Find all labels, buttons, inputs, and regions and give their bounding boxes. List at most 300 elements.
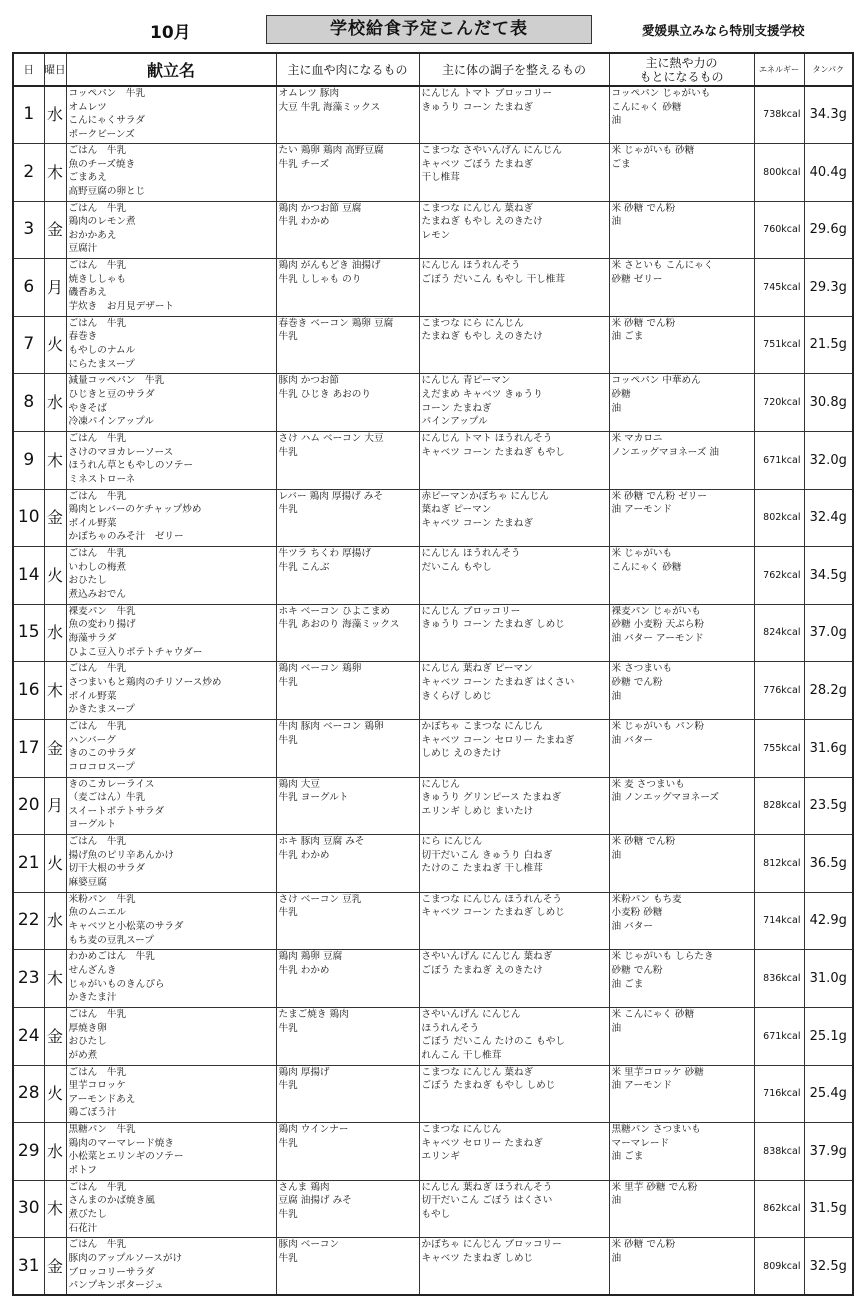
day-cell: 20 bbox=[13, 777, 44, 835]
menu-cell bbox=[66, 1180, 276, 1238]
menu-item: ボイル野菜 bbox=[68, 517, 117, 529]
page-title: 学校給食予定こんだて表 bbox=[266, 15, 592, 44]
food-item: コーン たまねぎ bbox=[421, 402, 492, 414]
energy-cell: 671kcal bbox=[754, 432, 804, 490]
protein-cell: 31.5g bbox=[804, 1180, 853, 1238]
table-header-row bbox=[13, 53, 853, 86]
food-item: こまつな にんじん 葉ねぎ bbox=[421, 1066, 534, 1078]
menu-item: 鶏肉とレバーのケチャップ炒め bbox=[68, 504, 202, 516]
protein-cell: 23.5g bbox=[804, 777, 853, 835]
red-food-cell bbox=[276, 720, 419, 778]
weekday-cell: 月 bbox=[44, 259, 66, 317]
yellow-food-cell bbox=[609, 547, 754, 605]
food-item: 米粉パン もち麦 bbox=[611, 893, 682, 905]
menu-item: ひじきと豆のサラダ bbox=[68, 389, 155, 401]
food-item: 油 アーモンド bbox=[611, 1080, 672, 1092]
green-food-cell bbox=[419, 489, 609, 547]
menu-item: ごはん 牛乳 bbox=[68, 548, 127, 560]
food-item: 鶏肉 かつお節 豆腐 bbox=[278, 202, 362, 214]
food-item: 米 砂糖 でん粉 ゼリー bbox=[611, 490, 707, 502]
food-item: さんま 鶏肉 bbox=[278, 1181, 330, 1193]
menu-item: 冷凍パインアップル bbox=[68, 416, 154, 428]
protein-cell: 37.0g bbox=[804, 604, 853, 662]
table-row bbox=[13, 201, 853, 259]
menu-cell bbox=[66, 892, 276, 950]
menu-cell bbox=[66, 432, 276, 490]
energy-cell: 760kcal bbox=[754, 201, 804, 259]
day-cell: 28 bbox=[13, 1065, 44, 1123]
food-item: きくらげ しめじ bbox=[421, 690, 492, 702]
red-food-cell bbox=[276, 892, 419, 950]
food-item: 切干だいこん きゅうり 白ねぎ bbox=[421, 849, 553, 861]
energy-cell: 776kcal bbox=[754, 662, 804, 720]
menu-cell bbox=[66, 1238, 276, 1296]
red-food-cell bbox=[276, 201, 419, 259]
menu-item: 鶏肉のレモン煮 bbox=[68, 216, 136, 228]
food-item: 米 里芋 砂糖 でん粉 bbox=[611, 1181, 698, 1193]
protein-cell: 25.1g bbox=[804, 1008, 853, 1066]
page-header bbox=[0, 0, 868, 52]
food-item: 牛乳 bbox=[278, 677, 298, 689]
green-food-cell bbox=[419, 1123, 609, 1181]
yellow-food-cell bbox=[609, 1238, 754, 1296]
menu-item: いわしの梅煮 bbox=[68, 561, 127, 573]
food-item: ホキ 豚肉 豆腐 みそ bbox=[278, 836, 365, 848]
day-cell: 16 bbox=[13, 662, 44, 720]
protein-cell: 34.5g bbox=[804, 547, 853, 605]
protein-cell: 21.5g bbox=[804, 316, 853, 374]
menu-item: 魚の変わり揚げ bbox=[68, 619, 136, 631]
day-cell: 3 bbox=[13, 201, 44, 259]
menu-item: ごはん 牛乳 bbox=[68, 260, 127, 272]
food-item: 牛乳 bbox=[278, 331, 298, 343]
energy-cell: 716kcal bbox=[754, 1065, 804, 1123]
table-row bbox=[13, 835, 853, 893]
food-item: 油 ノンエッグマヨネーズ bbox=[611, 792, 720, 804]
food-item: 牛乳 bbox=[278, 907, 298, 919]
food-item: 油 bbox=[611, 1252, 622, 1264]
menu-cell bbox=[66, 259, 276, 317]
food-item: 牛乳 bbox=[278, 446, 298, 458]
menu-item: オムレツ bbox=[68, 101, 107, 113]
menu-item: 芋炊き お月見デザート bbox=[68, 301, 175, 313]
food-item: 油 bbox=[611, 402, 622, 414]
protein-cell: 29.6g bbox=[804, 201, 853, 259]
menu-item: ヨーグルト bbox=[68, 819, 117, 831]
yellow-food-cell bbox=[609, 662, 754, 720]
food-item: キャベツ コーン たまねぎ はくさい bbox=[421, 677, 575, 689]
food-item: こんにゃく 砂糖 bbox=[611, 101, 682, 113]
food-item: さやいんげん にんじん 葉ねぎ bbox=[421, 951, 553, 963]
menu-item: ごはん 牛乳 bbox=[68, 433, 127, 445]
food-item: 切干だいこん ごぼう はくさい bbox=[421, 1195, 553, 1207]
menu-item: 石花汁 bbox=[68, 1222, 98, 1234]
food-item: にんじん bbox=[421, 778, 460, 790]
food-item: 鶏肉 ウインナー bbox=[278, 1124, 349, 1136]
food-item: キャベツ たまねぎ しめじ bbox=[421, 1252, 534, 1264]
food-item: 米 さといも こんにゃく bbox=[611, 260, 714, 272]
red-food-cell bbox=[276, 1123, 419, 1181]
food-item: 牛乳 わかめ bbox=[278, 965, 330, 976]
day-cell: 21 bbox=[13, 835, 44, 893]
food-item: 牛乳 bbox=[278, 1022, 298, 1034]
food-item: レバー 鶏肉 厚揚げ みそ bbox=[278, 490, 383, 502]
food-item: 油 bbox=[611, 216, 622, 228]
weekday-cell: 火 bbox=[44, 835, 66, 893]
food-item: オムレツ 豚肉 bbox=[278, 88, 340, 99]
food-item: こまつな にんじん ほうれんそう bbox=[421, 893, 562, 905]
col-header-menu: 献立名 bbox=[66, 53, 276, 86]
menu-item: ごはん 牛乳 bbox=[68, 202, 127, 214]
menu-item: さつまいもと鶏肉のチリソース炒め bbox=[68, 677, 222, 689]
menu-item: さけのマヨカレーソース bbox=[68, 446, 174, 458]
menu-item: 海藻サラダ bbox=[68, 633, 117, 645]
menu-item: 煮込みおでん bbox=[68, 589, 126, 601]
menu-item: 小松菜とエリンギのソテー bbox=[68, 1151, 184, 1163]
red-food-cell bbox=[276, 1008, 419, 1066]
food-item: 油 バター bbox=[611, 921, 653, 932]
food-item: 米 マカロニ bbox=[611, 433, 663, 445]
food-item: 油 bbox=[611, 849, 622, 861]
yellow-food-cell bbox=[609, 892, 754, 950]
menu-item: かぼちゃのみそ汁 ゼリー bbox=[68, 531, 184, 543]
protein-cell: 36.5g bbox=[804, 835, 853, 893]
food-item: 牛乳 チーズ bbox=[278, 158, 330, 170]
menu-item: パンプキンポタージュ bbox=[68, 1280, 164, 1292]
food-item: 米 砂糖 でん粉 bbox=[611, 202, 676, 214]
food-item: こまつな さやいんげん にんじん bbox=[421, 145, 562, 157]
food-item: たい 鶏卵 鶏肉 高野豆腐 bbox=[278, 145, 384, 157]
food-item: 油 bbox=[611, 690, 622, 702]
menu-item: きのこのサラダ bbox=[68, 748, 136, 760]
food-item: エリンギ bbox=[421, 1151, 460, 1163]
menu-item: ごはん 牛乳 bbox=[68, 317, 127, 329]
food-item: コッペパン 中華めん bbox=[611, 375, 701, 387]
menu-item: コロコロスープ bbox=[68, 761, 135, 773]
green-food-cell bbox=[419, 950, 609, 1008]
menu-item: かきたまスープ bbox=[68, 704, 135, 716]
menu-item: おひたし bbox=[68, 1036, 107, 1048]
yellow-food-cell bbox=[609, 432, 754, 490]
food-item: こまつな にら にんじん bbox=[421, 317, 524, 329]
menu-cell bbox=[66, 1008, 276, 1066]
food-item: 油 ごま bbox=[611, 331, 644, 343]
energy-cell: 836kcal bbox=[754, 950, 804, 1008]
col-header-weekday: 曜日 bbox=[44, 53, 66, 86]
red-food-cell bbox=[276, 604, 419, 662]
weekday-cell: 金 bbox=[44, 1008, 66, 1066]
food-item: マーマレード bbox=[611, 1137, 670, 1149]
menu-item: ごまあえ bbox=[68, 172, 107, 184]
weekday-cell: 金 bbox=[44, 1238, 66, 1296]
day-cell: 2 bbox=[13, 144, 44, 202]
menu-item: 魚のチーズ焼き bbox=[68, 158, 136, 170]
table-row bbox=[13, 489, 853, 547]
table-row bbox=[13, 950, 853, 1008]
red-food-cell bbox=[276, 1238, 419, 1296]
food-item: 牛乳 ヨーグルト bbox=[278, 792, 349, 804]
day-cell: 30 bbox=[13, 1180, 44, 1238]
menu-item: ごはん 牛乳 bbox=[68, 1066, 127, 1078]
month-label: 10月 bbox=[150, 23, 191, 43]
red-food-cell bbox=[276, 489, 419, 547]
menu-item: コッペパン 牛乳 bbox=[68, 88, 146, 99]
red-food-cell bbox=[276, 1180, 419, 1238]
food-item: きゅうり グリンピース たまねぎ bbox=[421, 792, 562, 804]
food-item: 油 bbox=[611, 1195, 622, 1207]
weekday-cell: 金 bbox=[44, 489, 66, 547]
col-header-green: 主に体の調子を整えるもの bbox=[419, 53, 609, 86]
food-item: こまつな にんじん 葉ねぎ bbox=[421, 202, 534, 214]
protein-cell: 37.9g bbox=[804, 1123, 853, 1181]
green-food-cell bbox=[419, 662, 609, 720]
food-item: こんにゃく 砂糖 bbox=[611, 561, 682, 573]
menu-cell bbox=[66, 950, 276, 1008]
energy-cell: 755kcal bbox=[754, 720, 804, 778]
yellow-food-cell bbox=[609, 777, 754, 835]
food-item: 米 麦 さつまいも bbox=[611, 778, 685, 790]
food-item: 干し椎茸 bbox=[421, 172, 460, 184]
energy-cell: 809kcal bbox=[754, 1238, 804, 1296]
menu-item: 黒糖パン 牛乳 bbox=[68, 1124, 136, 1136]
food-item: 油 アーモンド bbox=[611, 504, 672, 516]
protein-cell: 31.0g bbox=[804, 950, 853, 1008]
menu-item: かきたま汁 bbox=[68, 992, 117, 1004]
col-header-protein: タンパク bbox=[804, 53, 853, 86]
yellow-food-cell bbox=[609, 144, 754, 202]
day-cell: 10 bbox=[13, 489, 44, 547]
food-item: たまねぎ もやし えのきたけ bbox=[421, 216, 543, 228]
food-item: 牛乳 あおのり 海藻ミックス bbox=[278, 619, 400, 631]
weekday-cell: 金 bbox=[44, 720, 66, 778]
food-item: 米 砂糖 でん粉 bbox=[611, 317, 676, 329]
weekday-cell: 水 bbox=[44, 892, 66, 950]
menu-item: もやしのナムル bbox=[68, 345, 136, 357]
table-row bbox=[13, 777, 853, 835]
yellow-food-cell bbox=[609, 259, 754, 317]
food-item: 砂糖 ゼリー bbox=[611, 273, 663, 285]
yellow-food-cell bbox=[609, 720, 754, 778]
food-item: 砂糖 でん粉 bbox=[611, 965, 663, 976]
protein-cell: 40.4g bbox=[804, 144, 853, 202]
yellow-food-cell bbox=[609, 604, 754, 662]
menu-cell bbox=[66, 835, 276, 893]
food-item: レモン bbox=[421, 229, 451, 241]
food-item: たまねぎ もやし えのきたけ bbox=[421, 331, 543, 343]
green-food-cell bbox=[419, 374, 609, 432]
food-item: きゅうり コーン たまねぎ bbox=[421, 101, 533, 113]
food-item: にんじん トマト ブロッコリー bbox=[421, 88, 553, 99]
energy-cell: 802kcal bbox=[754, 489, 804, 547]
food-item: ごぼう たまねぎ もやし しめじ bbox=[421, 1080, 556, 1092]
menu-item: 豚肉のアップルソースがけ bbox=[68, 1252, 183, 1264]
menu-item: ひよこ豆入りポテトチャウダー bbox=[68, 646, 203, 658]
food-item: キャベツ セロリー たまねぎ bbox=[421, 1137, 543, 1149]
food-item: キャベツ ごぼう たまねぎ bbox=[421, 158, 534, 170]
col-header-day: 日 bbox=[13, 53, 44, 86]
food-item: 黒糖パン さつまいも bbox=[611, 1124, 701, 1136]
menu-cell bbox=[66, 662, 276, 720]
red-food-cell bbox=[276, 432, 419, 490]
day-cell: 15 bbox=[13, 604, 44, 662]
protein-cell: 32.4g bbox=[804, 489, 853, 547]
food-item: にんじん ほうれんそう bbox=[421, 260, 521, 272]
food-item: 豚肉 かつお節 bbox=[278, 375, 340, 387]
food-item: 米 里芋コロッケ 砂糖 bbox=[611, 1066, 704, 1078]
food-item: キャベツ コーン たまねぎ bbox=[421, 517, 533, 529]
table-row bbox=[13, 604, 853, 662]
table-row bbox=[13, 86, 853, 144]
weekday-cell: 木 bbox=[44, 432, 66, 490]
food-item: 鶏肉 大豆 bbox=[278, 778, 320, 790]
food-item: かぼちゃ にんじん ブロッコリー bbox=[421, 1239, 562, 1251]
menu-item: ボイル野菜 bbox=[68, 690, 117, 702]
protein-cell: 30.8g bbox=[804, 374, 853, 432]
weekday-cell: 木 bbox=[44, 144, 66, 202]
food-item: 鶏肉 鶏卵 豆腐 bbox=[278, 951, 343, 963]
table-row bbox=[13, 1180, 853, 1238]
protein-cell: 28.2g bbox=[804, 662, 853, 720]
menu-table bbox=[12, 52, 854, 1296]
table-row bbox=[13, 316, 853, 374]
food-item: 鶏肉 厚揚げ bbox=[278, 1066, 330, 1078]
menu-item: 鶏ごぼう汁 bbox=[68, 1107, 117, 1119]
menu-cell bbox=[66, 1065, 276, 1123]
protein-cell: 32.5g bbox=[804, 1238, 853, 1296]
food-item: 牛乳 bbox=[278, 1137, 298, 1149]
yellow-food-cell bbox=[609, 835, 754, 893]
green-food-cell bbox=[419, 777, 609, 835]
food-item: 米 砂糖 でん粉 bbox=[611, 1239, 676, 1251]
yellow-food-cell bbox=[609, 1008, 754, 1066]
menu-item: 裸麦パン 牛乳 bbox=[68, 605, 136, 617]
food-item: 牛乳 わかめ bbox=[278, 216, 330, 228]
menu-cell bbox=[66, 489, 276, 547]
food-item: キャベツ コーン たまねぎ しめじ bbox=[421, 907, 565, 919]
food-item: れんこん 干し椎茸 bbox=[421, 1049, 502, 1061]
food-item: ごぼう だいこん もやし 干し椎茸 bbox=[421, 273, 565, 285]
menu-item: きのこカレーライス bbox=[68, 778, 155, 790]
food-item: 牛乳 bbox=[278, 1080, 298, 1092]
weekday-cell: 水 bbox=[44, 604, 66, 662]
food-item: にんじん トマト ほうれんそう bbox=[421, 433, 553, 445]
food-item: 裸麦パン じゃがいも bbox=[611, 605, 701, 617]
food-item: 砂糖 でん粉 bbox=[611, 677, 663, 689]
food-item: こまつな にんじん bbox=[421, 1124, 502, 1136]
menu-item: ポークビーンズ bbox=[68, 128, 135, 140]
food-item: さけ ハム ベーコン 大豆 bbox=[278, 433, 384, 445]
weekday-cell: 火 bbox=[44, 316, 66, 374]
green-food-cell bbox=[419, 547, 609, 605]
menu-item: さんまのかば焼き風 bbox=[68, 1195, 155, 1207]
food-item: 米 こんにゃく 砂糖 bbox=[611, 1009, 695, 1020]
food-item: ノンエッグマヨネーズ 油 bbox=[611, 446, 720, 458]
food-item: もやし bbox=[421, 1208, 451, 1220]
food-item: 砂糖 小麦粉 天ぷら粉 bbox=[611, 619, 704, 631]
menu-item: 煮びたし bbox=[68, 1208, 107, 1220]
day-cell: 24 bbox=[13, 1008, 44, 1066]
day-cell: 17 bbox=[13, 720, 44, 778]
menu-item: にらたまスープ bbox=[68, 358, 135, 370]
menu-item: こんにゃくサラダ bbox=[68, 115, 145, 127]
green-food-cell bbox=[419, 201, 609, 259]
energy-cell: 762kcal bbox=[754, 547, 804, 605]
table-row bbox=[13, 144, 853, 202]
food-item: 牛乳 ししゃも のり bbox=[278, 273, 362, 285]
energy-cell: 745kcal bbox=[754, 259, 804, 317]
menu-item: やきそば bbox=[68, 402, 107, 414]
weekday-cell: 木 bbox=[44, 950, 66, 1008]
energy-cell: 838kcal bbox=[754, 1123, 804, 1181]
green-food-cell bbox=[419, 1180, 609, 1238]
food-item: 牛乳 bbox=[278, 1252, 298, 1264]
menu-cell bbox=[66, 720, 276, 778]
food-item: ほうれんそう bbox=[421, 1022, 480, 1034]
day-cell: 7 bbox=[13, 316, 44, 374]
food-item: 葉ねぎ ピーマン bbox=[421, 504, 492, 516]
food-item: 豆腐 油揚げ みそ bbox=[278, 1195, 352, 1207]
food-item: さけ ベーコン 豆乳 bbox=[278, 893, 362, 905]
energy-cell: 824kcal bbox=[754, 604, 804, 662]
yellow-food-cell bbox=[609, 374, 754, 432]
day-cell: 14 bbox=[13, 547, 44, 605]
food-item: にんじん 葉ねぎ ピーマン bbox=[421, 663, 533, 675]
menu-cell bbox=[66, 201, 276, 259]
food-item: 油 bbox=[611, 1022, 622, 1034]
food-item: えだまめ キャベツ きゅうり bbox=[421, 389, 543, 401]
energy-cell: 671kcal bbox=[754, 1008, 804, 1066]
food-item: にんじん ブロッコリー bbox=[421, 605, 521, 617]
menu-item: ブロッコリーサラダ bbox=[68, 1266, 155, 1278]
food-item: 豚肉 ベーコン bbox=[278, 1239, 340, 1251]
energy-cell: 714kcal bbox=[754, 892, 804, 950]
food-item: 米 じゃがいも bbox=[611, 548, 673, 560]
food-item: キャベツ コーン セロリー たまねぎ bbox=[421, 734, 575, 746]
yellow-food-cell bbox=[609, 1180, 754, 1238]
food-item: 牛乳 bbox=[278, 734, 298, 746]
red-food-cell bbox=[276, 777, 419, 835]
menu-item: 磯香あえ bbox=[68, 287, 107, 299]
food-item: 牛乳 わかめ bbox=[278, 849, 330, 861]
food-item: 米 じゃがいも パン粉 bbox=[611, 721, 704, 733]
food-item: 牛乳 bbox=[278, 1208, 298, 1220]
food-item: 米 じゃがいも しらたき bbox=[611, 951, 714, 963]
food-item: 牛ツラ ちくわ 厚揚げ bbox=[278, 548, 371, 560]
menu-item: 揚げ魚のピリ辛あんかけ bbox=[68, 849, 175, 861]
table-row bbox=[13, 259, 853, 317]
food-item: 米 さつまいも bbox=[611, 663, 673, 675]
food-item: エリンギ しめじ まいたけ bbox=[421, 805, 534, 817]
green-food-cell bbox=[419, 259, 609, 317]
red-food-cell bbox=[276, 547, 419, 605]
table-row bbox=[13, 892, 853, 950]
menu-item: スイートポテトサラダ bbox=[68, 805, 165, 817]
table-row bbox=[13, 1008, 853, 1066]
green-food-cell bbox=[419, 892, 609, 950]
menu-item: ごはん 牛乳 bbox=[68, 1239, 127, 1251]
food-item: 油 ごま bbox=[611, 1151, 644, 1163]
food-item: 牛肉 豚肉 ベーコン 鶏卵 bbox=[278, 721, 384, 733]
menu-item: わかめごはん 牛乳 bbox=[68, 951, 155, 963]
food-item: さやいんげん にんじん bbox=[421, 1009, 521, 1020]
table-row bbox=[13, 1123, 853, 1181]
menu-item: 高野豆腐の卵とじ bbox=[68, 185, 146, 197]
menu-item: 春巻き bbox=[68, 331, 98, 343]
menu-item: 厚焼き卵 bbox=[68, 1022, 107, 1034]
menu-item: 米粉パン 牛乳 bbox=[68, 893, 136, 905]
protein-cell: 29.3g bbox=[804, 259, 853, 317]
table-row bbox=[13, 374, 853, 432]
